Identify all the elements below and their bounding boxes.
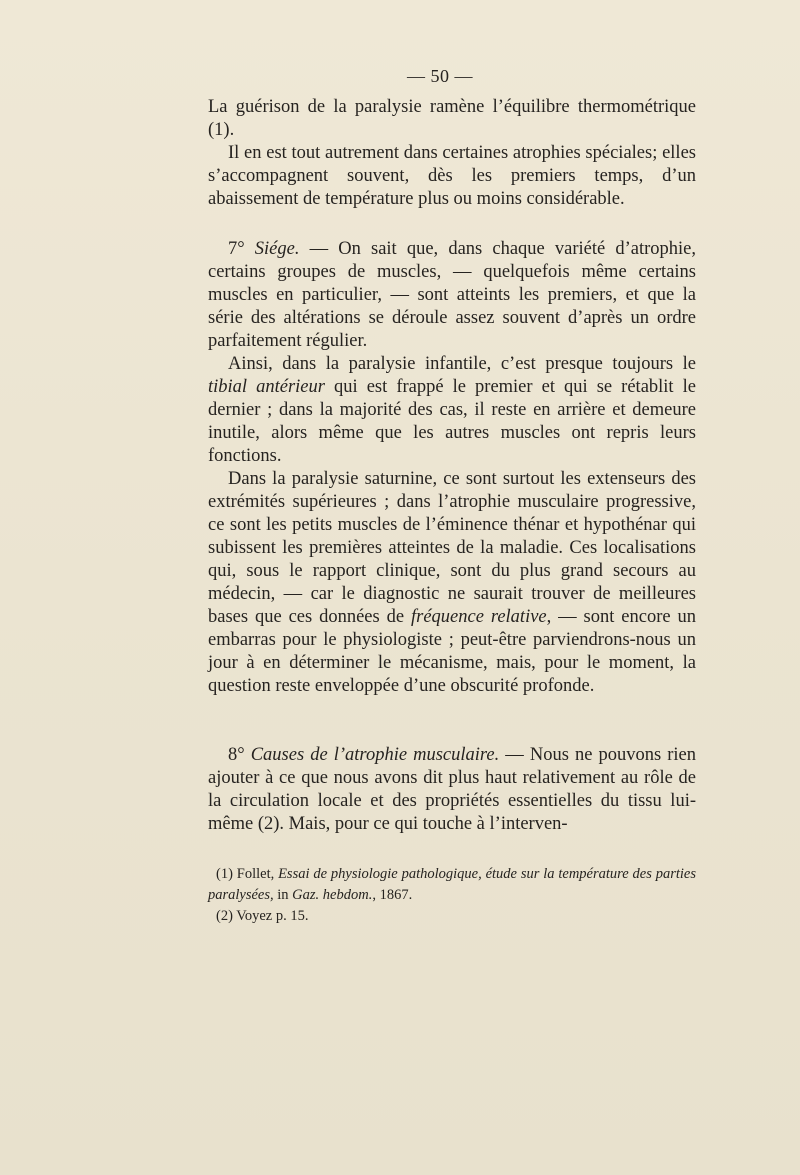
section-7-number: 7° — [228, 239, 245, 259]
paragraph-4 — [208, 353, 696, 468]
footnote-1-in: in — [273, 887, 293, 903]
paragraph-5-text-b: , — sont encore un embarras pour le physiologiste ; peut-être parviendrons-nous un jour à en déterminer le mécanisme, mais, pour le moment, la question reste enveloppée d’une obscurité profonde. — [208, 607, 696, 696]
paragraph-5-italic: fréquence relative — [410, 607, 547, 627]
paragraph-2: Il en est tout autrement dans certaines atrophies spéciales; elles s’accompagnent souvent, dès les premiers temps, d’un abaissement de température plus ou moins considérable. — [208, 143, 696, 209]
paragraph-1: La guérison de la paralysie ramène l’équilibre thermométrique (1). — [208, 97, 696, 140]
section-8-title: Causes de l’atrophie musculaire. — [250, 745, 500, 765]
footnote-1-title: Essai de physiologie pathologique, étude sur la température des parties paralysées, — [208, 866, 696, 903]
text-block-1 — [208, 96, 696, 211]
footnote-1-year: , 1867. — [372, 887, 413, 903]
paragraph-4-text-a: Ainsi, dans la paralysie infantile, c’est presque toujours le — [228, 354, 696, 374]
footnote-1-author: (1) Follet, — [216, 866, 279, 882]
section-8-paragraph — [208, 744, 696, 836]
paragraph-5 — [208, 468, 696, 698]
section-7-paragraph — [208, 238, 696, 353]
section-7-title: Siége. — [254, 239, 300, 259]
section-8-text: — Nous ne pouvons rien ajouter à ce que nous avons dit plus haut relativement au rôle de la circulation locale et des propriétés essentielles du tissu lui-même (2). Mais, pour ce qui touche à l’interven- — [208, 745, 697, 834]
page-number-text: — 50 — — [407, 66, 473, 86]
text-block-3 — [208, 744, 696, 836]
paragraph-4-italic: tibial antérieur — [208, 377, 325, 397]
footnote-2: (2) Voyez p. 15. — [216, 908, 309, 924]
footnote-1 — [208, 864, 696, 906]
text-block-2 — [208, 238, 696, 698]
page-number — [0, 66, 800, 87]
footnotes — [208, 864, 696, 927]
footnote-1-journal: Gaz. hebdom. — [292, 887, 373, 903]
section-8-number: 8° — [228, 745, 245, 765]
paragraph-5-text-a: Dans la paralysie saturnine, ce sont surtout les extenseurs des extrémités supérieures ; dans l’atrophie musculaire progressive, ce sont les petits muscles de l’éminence thénar et hypothénar qui subissent les premières atteintes de la maladie. Ces localisations qui, sous le rapport clinique, sont du plus grand secours au médecin, — car le diagnostic ne saurait trouver de meilleures bases que ces données de — [208, 469, 696, 627]
paragraph-4-text-b: qui est frappé le premier et qui se rétablit le dernier ; dans la majorité des cas, il reste en arrière et demeure inutile, alors même que les autres muscles ont repris leurs fonctions. — [208, 377, 696, 466]
section-7-text: — On sait que, dans chaque variété d’atrophie, certains groupes de muscles, — quelquefois même certains muscles en particulier, — sont atteints les premiers, et que la série des altérations se déroule assez souvent d’après un ordre parfaitement régulier. — [208, 239, 696, 351]
